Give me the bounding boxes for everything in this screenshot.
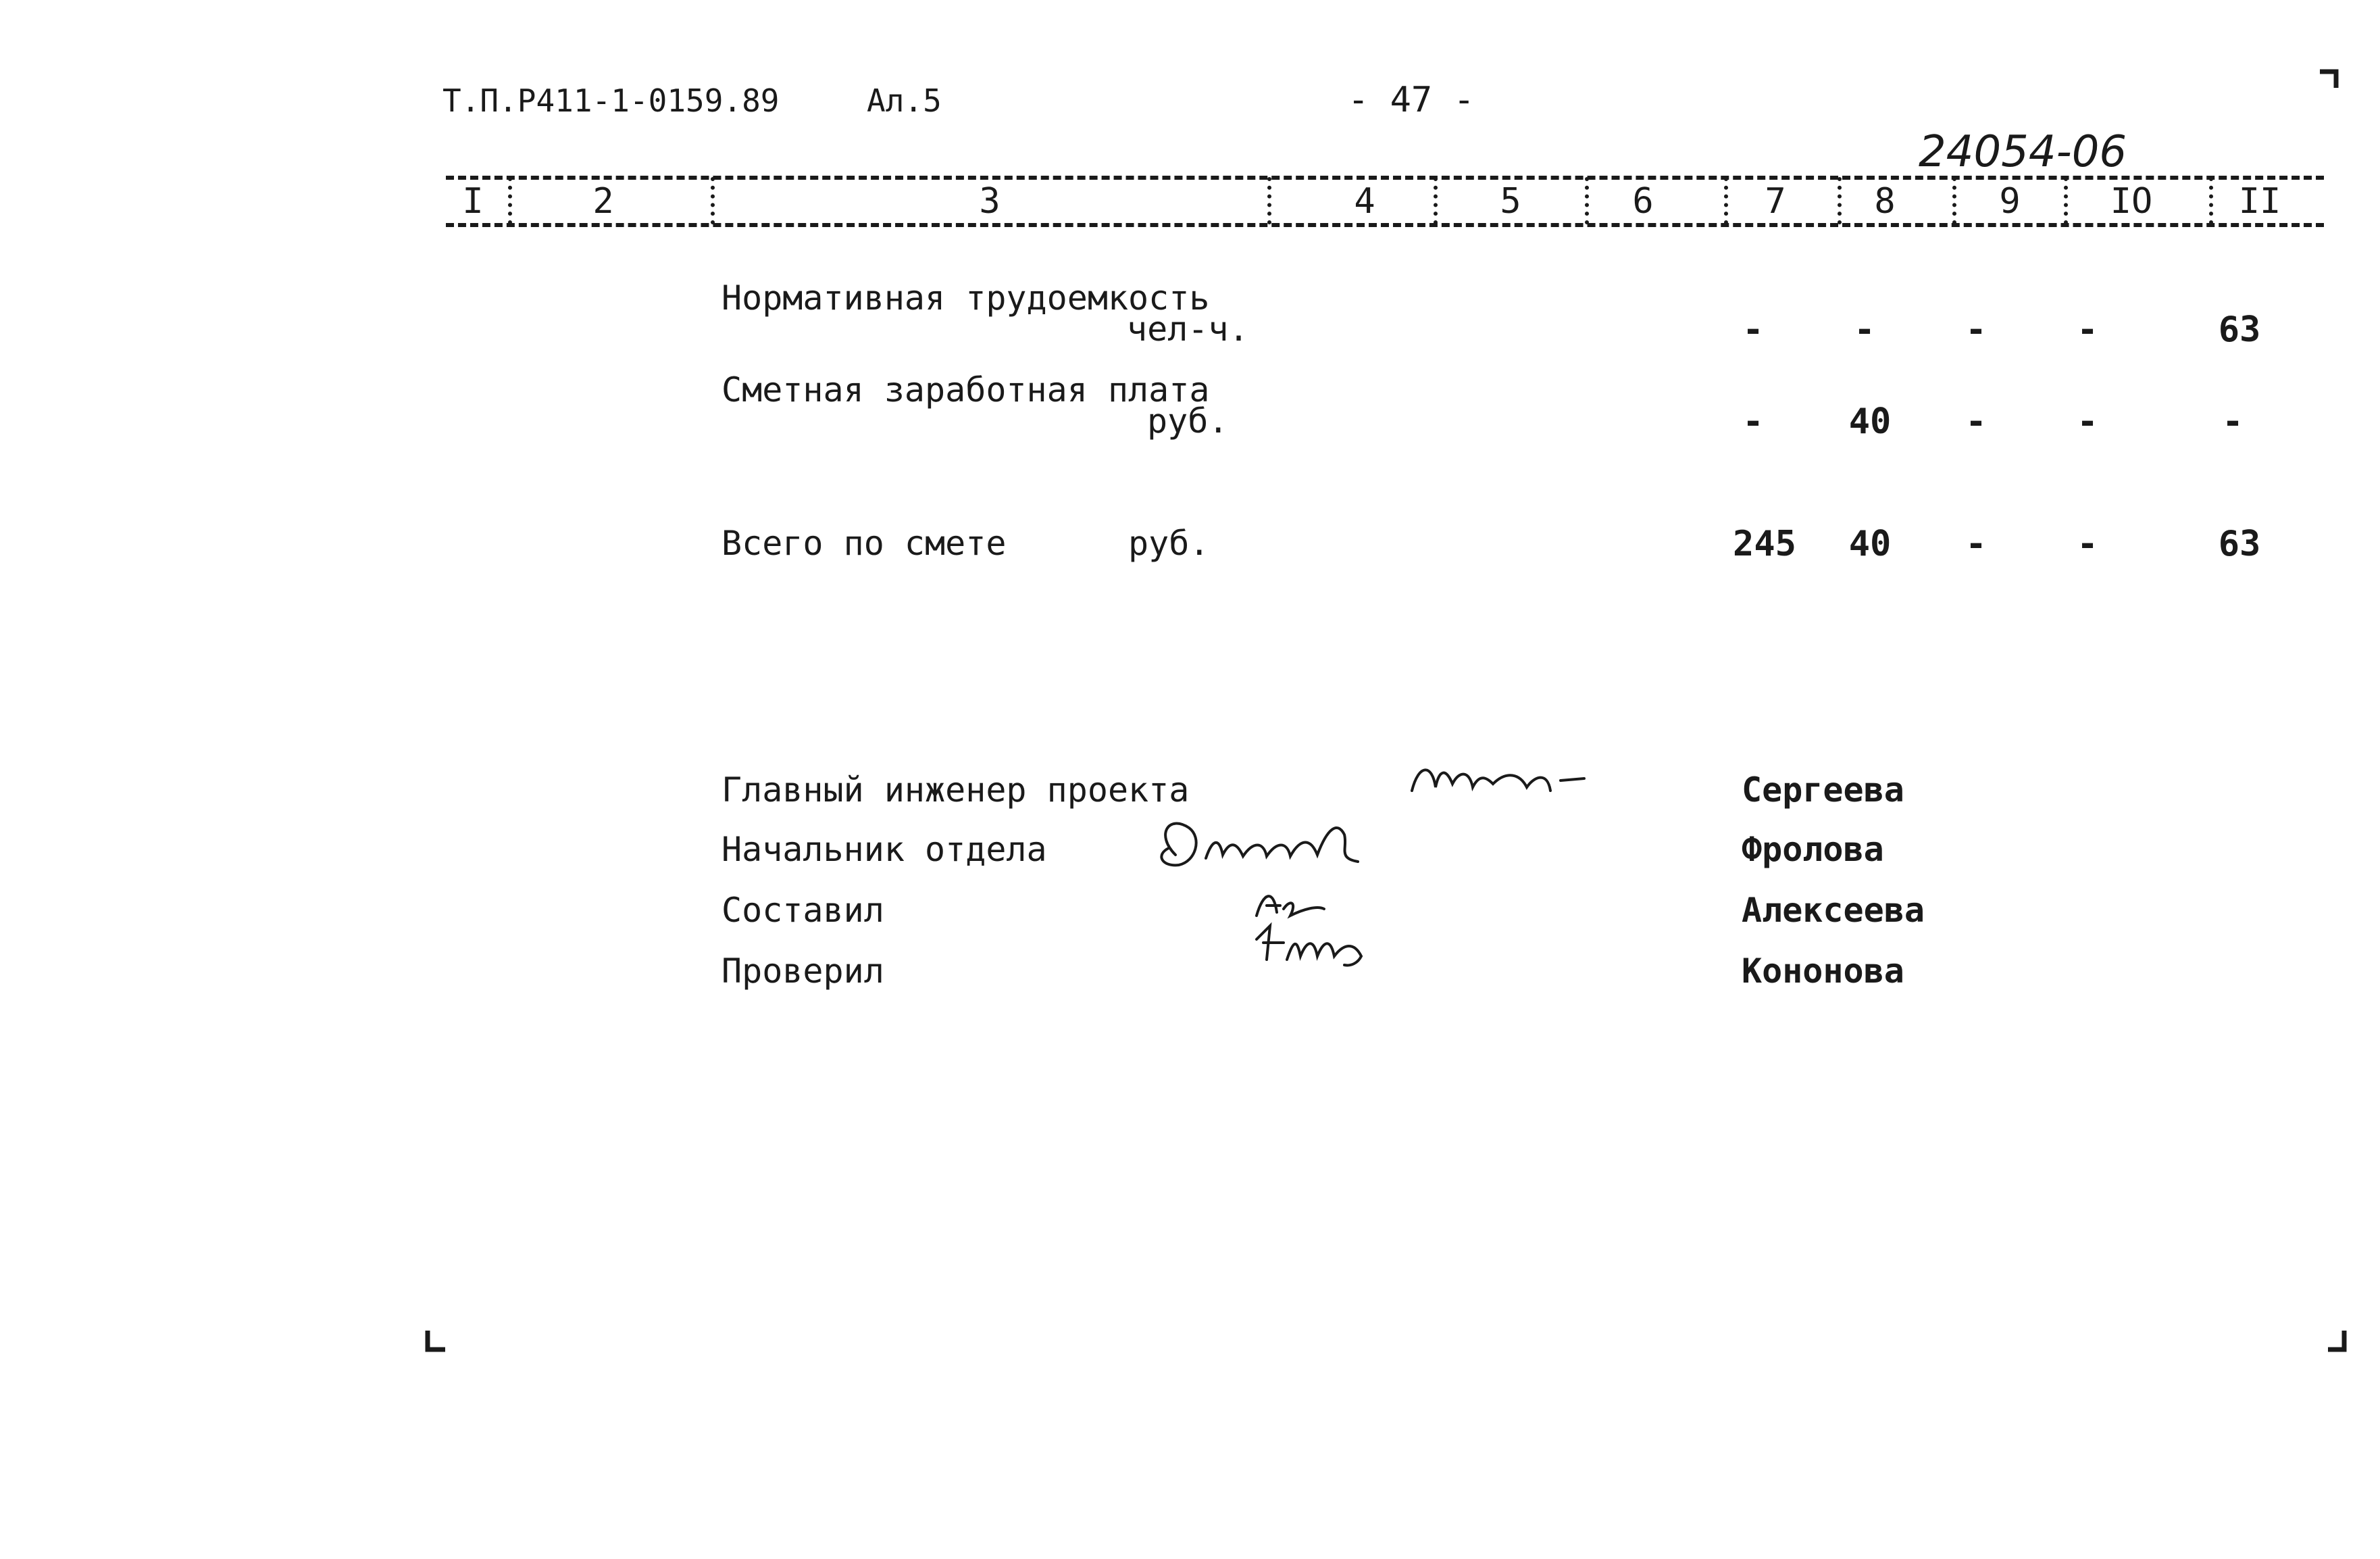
cell-col11: - (2222, 401, 2244, 442)
column-header: II (2238, 181, 2281, 222)
cell-col9: - (1965, 310, 1987, 350)
cell-col8: 40 (1848, 401, 1892, 442)
column-separator (1434, 177, 1438, 224)
row-label: Нормативная трудоемкость (721, 278, 1210, 318)
total-col7: 245 (1733, 524, 1796, 564)
cell-col10: - (2077, 401, 2098, 442)
signature-role: Составил (721, 891, 884, 930)
signature-role: Главный инженер проекта (721, 770, 1190, 810)
cell-col7: - (1742, 401, 1764, 442)
handwritten-signature (1142, 808, 1398, 882)
column-header-bottom-rule (446, 223, 2324, 227)
column-header: IO (2110, 181, 2153, 222)
row-unit: чел-ч. (1127, 310, 1249, 349)
signature-name: Сергеева (1742, 770, 1904, 810)
row-unit: руб. (1147, 401, 1229, 441)
total-col10: - (2077, 524, 2098, 564)
column-header: 5 (1500, 181, 1521, 222)
column-separator (711, 177, 715, 224)
handwritten-signature (1405, 750, 1594, 811)
page-number: - 47 - (1348, 80, 1475, 120)
cell-col7: - (1742, 310, 1764, 350)
handwritten-signature (1243, 879, 1419, 980)
column-header: 3 (979, 181, 1001, 222)
total-unit: руб. (1128, 524, 1210, 563)
total-col11: 63 (2218, 524, 2261, 564)
column-separator (2209, 177, 2213, 224)
column-separator (2064, 177, 2068, 224)
column-separator (1724, 177, 1728, 224)
handwritten-archive-number: 24054-06 (1919, 127, 2127, 177)
column-header: 9 (1999, 181, 2021, 222)
column-separator (1952, 177, 1956, 224)
total-col8: 40 (1848, 524, 1892, 564)
total-label: Всего по смете (721, 524, 1007, 563)
column-header: 2 (592, 181, 614, 222)
column-separator (1267, 177, 1271, 224)
column-header: 6 (1632, 181, 1654, 222)
signature-role: Начальник отдела (721, 830, 1047, 869)
document-code: Т.П.Р411-1-0159.89 (442, 82, 780, 119)
column-separator (1838, 177, 1842, 224)
signature-name: Фролова (1742, 830, 1884, 869)
signature-name: Кононова (1742, 951, 1904, 991)
corner-mark-bottom-left (422, 1328, 449, 1355)
column-separator (1585, 177, 1589, 224)
column-header: 4 (1354, 181, 1375, 222)
signature-role: Проверил (721, 951, 884, 991)
cell-col8: - (1854, 310, 1875, 350)
album-label: Ал.5 (867, 82, 942, 119)
column-header-top-rule (446, 176, 2324, 180)
corner-mark-bottom-right (2324, 1328, 2351, 1355)
column-header: 8 (1874, 181, 1896, 222)
cell-col10: - (2077, 310, 2098, 350)
signature-name: Алексеева (1742, 891, 1925, 930)
row-label: Сметная заработная плата (721, 370, 1210, 410)
column-header: I (462, 181, 484, 222)
column-separator (508, 177, 512, 224)
cell-col9: - (1965, 401, 1987, 442)
corner-mark-top-right (2317, 68, 2344, 95)
total-col9: - (1965, 524, 1987, 564)
column-header: 7 (1765, 181, 1786, 222)
cell-col11: 63 (2218, 310, 2261, 350)
